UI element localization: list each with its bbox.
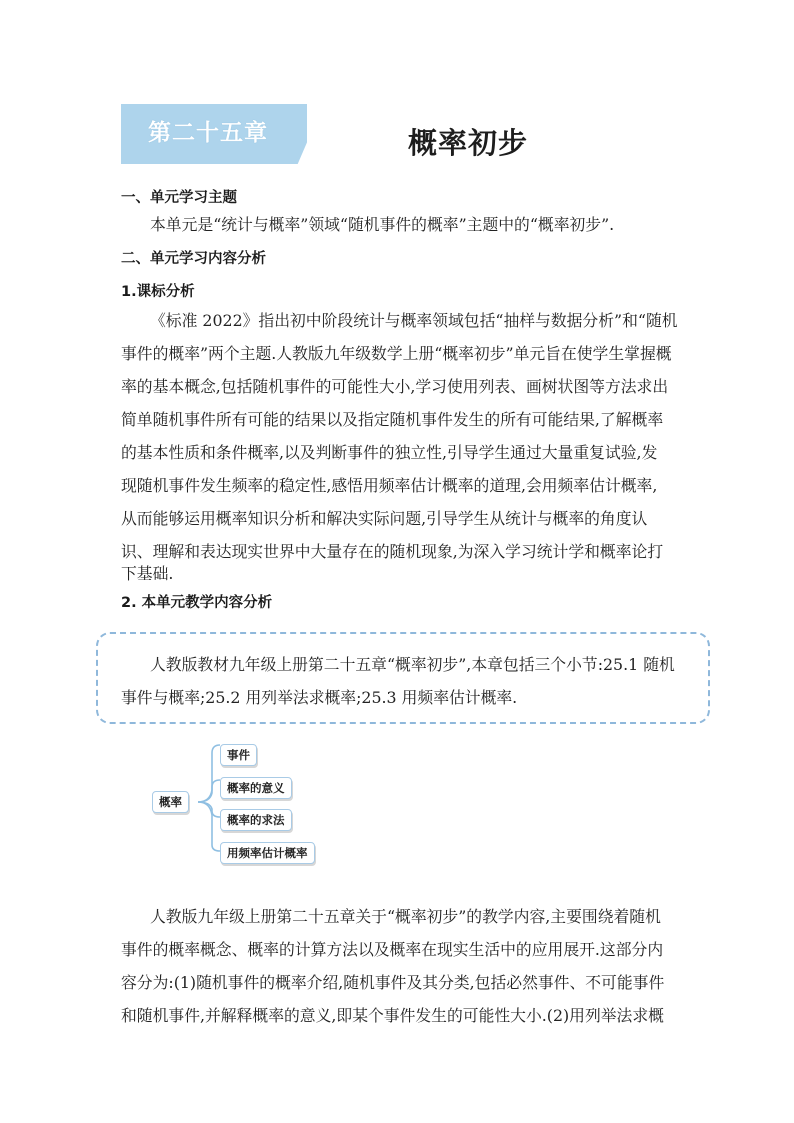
paragraph-line: 现随机事件发生频率的稳定性,感悟用频率估计概率的道理,会用频率估计概率, <box>121 476 658 495</box>
mindmap-node: 用频率估计概率 <box>220 842 315 864</box>
paragraph-line: 事件的概率”两个主题.人教版九年级数学上册“概率初步”单元旨在使学生掌握概 <box>121 344 672 363</box>
paragraph-line: 人教版九年级上册第二十五章关于“概率初步”的教学内容,主要围绕着随机 <box>150 907 661 926</box>
mindmap-node: 概率的意义 <box>220 777 292 799</box>
paragraph-line: 和随机事件,并解释概率的意义,即某个事件发生的可能性大小.(2)用列举法求概 <box>121 1006 664 1025</box>
paragraph-line: 事件的概率概念、概率的计算方法以及概率在现实生活中的应用展开.这部分内 <box>121 940 664 959</box>
mindmap-node: 事件 <box>220 744 257 766</box>
paragraph-line: 的基本性质和条件概率,以及判断事件的独立性,引导学生通过大量重复试验,发 <box>121 443 658 462</box>
paragraph-line: 简单随机事件所有可能的结果以及指定随机事件发生的所有可能结果,了解概率 <box>121 410 664 429</box>
paragraph-line: 下基础. <box>121 564 174 583</box>
subsection-heading-1: 1.课标分析 <box>121 284 195 300</box>
chapter-label: 第二十五章 <box>148 120 268 146</box>
section1-text: 本单元是“统计与概率”领域“随机事件的概率”主题中的“概率初步”. <box>150 215 615 234</box>
section-heading-1: 一、单元学习主题 <box>121 190 237 206</box>
mindmap-root-node: 概率 <box>152 791 189 813</box>
section-heading-2: 二、单元学习内容分析 <box>121 251 266 267</box>
subsection-heading-2: 2. 本单元教学内容分析 <box>121 595 273 611</box>
summary-line: 人教版教材九年级上册第二十五章“概率初步”,本章包括三个小节:25.1 随机 <box>150 655 675 674</box>
summary-line: 事件与概率;25.2 用列举法求概率;25.3 用频率估计概率. <box>121 688 518 707</box>
paragraph-line: 容分为:(1)随机事件的概率介绍,随机事件及其分类,包括必然事件、不可能事件 <box>121 973 665 992</box>
paragraph-line: 率的基本概念,包括随机事件的可能性大小,学习使用列表、画树状图等方法求出 <box>121 377 669 396</box>
paragraph-line: 识、理解和表达现实世界中大量存在的随机现象,为深入学习统计学和概率论打 <box>121 542 664 561</box>
page-title: 概率初步 <box>408 126 529 160</box>
paragraph-line: 《标准 2022》指出初中阶段统计与概率领域包括“抽样与数据分析”和“随机 <box>150 311 678 330</box>
paragraph-line: 从而能够运用概率知识分析和解决实际问题,引导学生从统计与概率的角度认 <box>121 509 648 528</box>
mindmap-node: 概率的求法 <box>220 809 292 831</box>
